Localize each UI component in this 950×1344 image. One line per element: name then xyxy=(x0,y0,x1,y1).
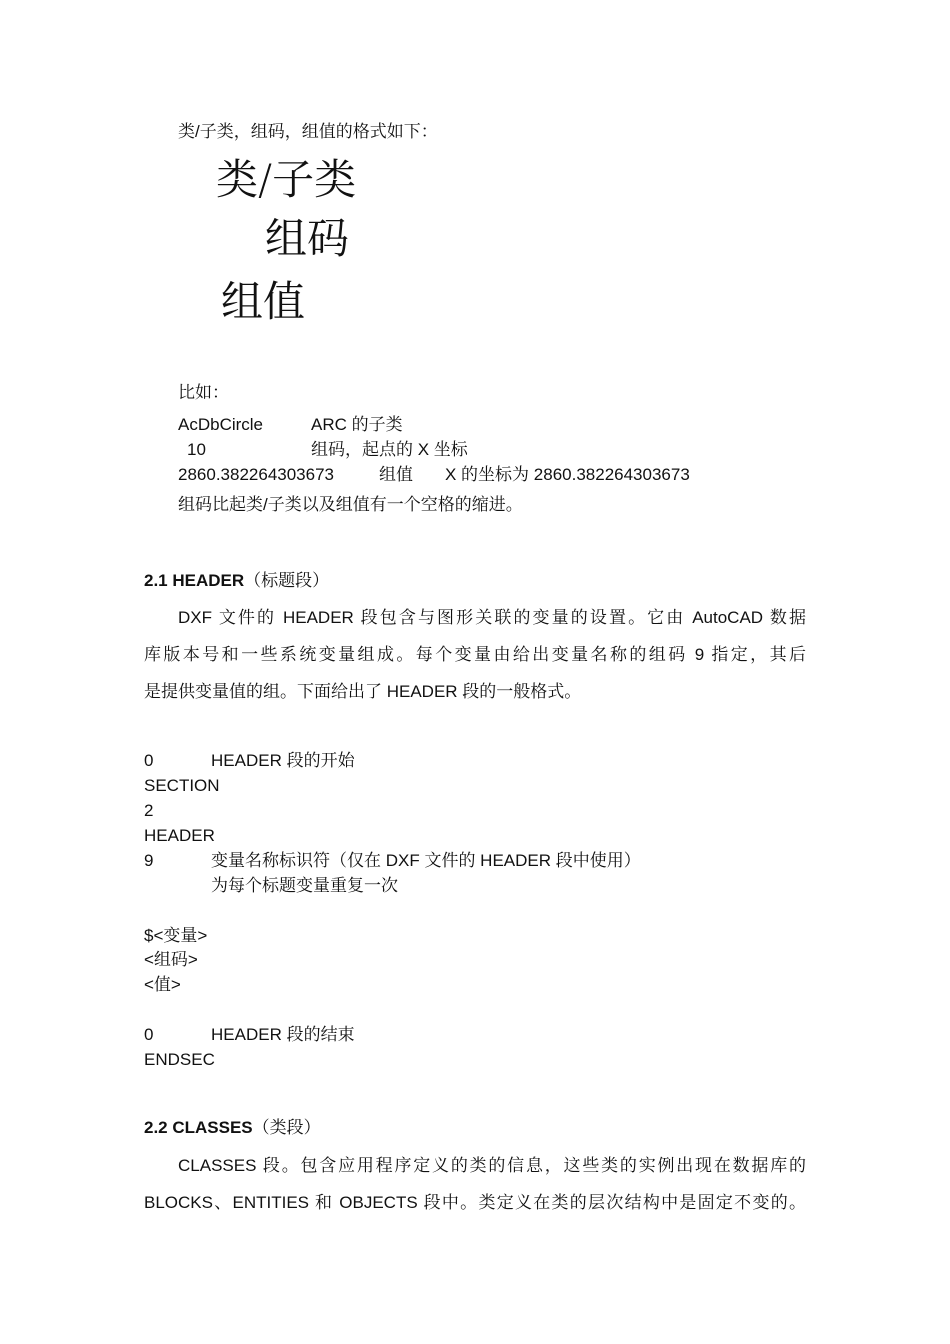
example-row1-left: AcDbCircle xyxy=(178,415,264,434)
format-line-value: <值> xyxy=(144,975,181,994)
section-2-1-paragraph-cont xyxy=(144,636,806,710)
intro-text: 类/子类，组码，组值的格式如下： xyxy=(178,122,438,141)
paragraph-line: 是提供变量值的组。下面给出了 HEADER 段的一般格式。 xyxy=(144,682,582,701)
example-label: 比如： xyxy=(178,383,229,402)
section-heading-2-2-suffix: （类段） xyxy=(252,1118,321,1137)
format-line-0-end-desc: HEADER 段的结束 xyxy=(211,1025,355,1044)
paragraph-line: 库版本号和一些系统变量组成。每个变量由给出变量名称的组码 9 指定，其后 xyxy=(144,645,806,664)
example-row2-left: 10 xyxy=(187,440,206,459)
diagram-class-label: 类/子类 xyxy=(216,155,357,204)
section-heading-2-2 xyxy=(144,1117,321,1139)
format-line-header: HEADER xyxy=(144,826,215,845)
example-row3-left: 2860.382264303673 xyxy=(178,465,334,484)
section-2-2-paragraph xyxy=(144,1147,806,1184)
diagram-value-label: 组值 xyxy=(221,277,306,326)
diagram-code-label: 组码 xyxy=(265,214,350,263)
example-row2-right: 组码，起点的 X 坐标 xyxy=(311,440,468,459)
section-heading-2-1-suffix: （标题段） xyxy=(244,571,330,590)
format-line-9-desc2: 为每个标题变量重复一次 xyxy=(211,876,398,895)
example-row3-mid: 组值 xyxy=(379,465,413,484)
example-note: 组码比起类/子类以及组值有一个空格的缩进。 xyxy=(178,495,523,514)
format-line-2: 2 xyxy=(144,801,154,820)
section-2-2-paragraph-cont xyxy=(144,1184,806,1221)
example-row1-right: ARC 的子类 xyxy=(311,415,403,434)
format-line-9-desc: 变量名称标识符（仅在 DXF 文件的 HEADER 段中使用） xyxy=(211,851,641,870)
paragraph-line: DXF 文件的 HEADER 段包含与图形关联的变量的设置。它由 AutoCAD 数据 xyxy=(178,608,806,627)
format-line-9: 9 xyxy=(144,851,154,870)
format-line-0: 0 xyxy=(144,751,154,770)
format-line-0-end: 0 xyxy=(144,1025,154,1044)
section-heading-2-1 xyxy=(144,570,329,592)
format-line-groupcode: <组码> xyxy=(144,950,198,969)
example-row3-right: X 的坐标为 2860.382264303673 xyxy=(445,465,690,484)
section-heading-2-2-title: 2.2 CLASSES xyxy=(144,1118,253,1137)
format-line-section: SECTION xyxy=(144,776,220,795)
paragraph-line: BLOCKS、ENTITIES 和 OBJECTS 段中。类定义在类的层次结构中是固定不变的。 xyxy=(144,1193,806,1212)
format-line-variable: $<变量> xyxy=(144,926,208,945)
section-heading-2-1-title: 2.1 HEADER xyxy=(144,571,245,590)
section-2-1-paragraph xyxy=(144,599,806,636)
format-line-endsec: ENDSEC xyxy=(144,1050,215,1069)
paragraph-line: CLASSES 段。包含应用程序定义的类的信息，这些类的实例出现在数据库的 xyxy=(178,1156,806,1175)
format-line-0-desc: HEADER 段的开始 xyxy=(211,751,355,770)
